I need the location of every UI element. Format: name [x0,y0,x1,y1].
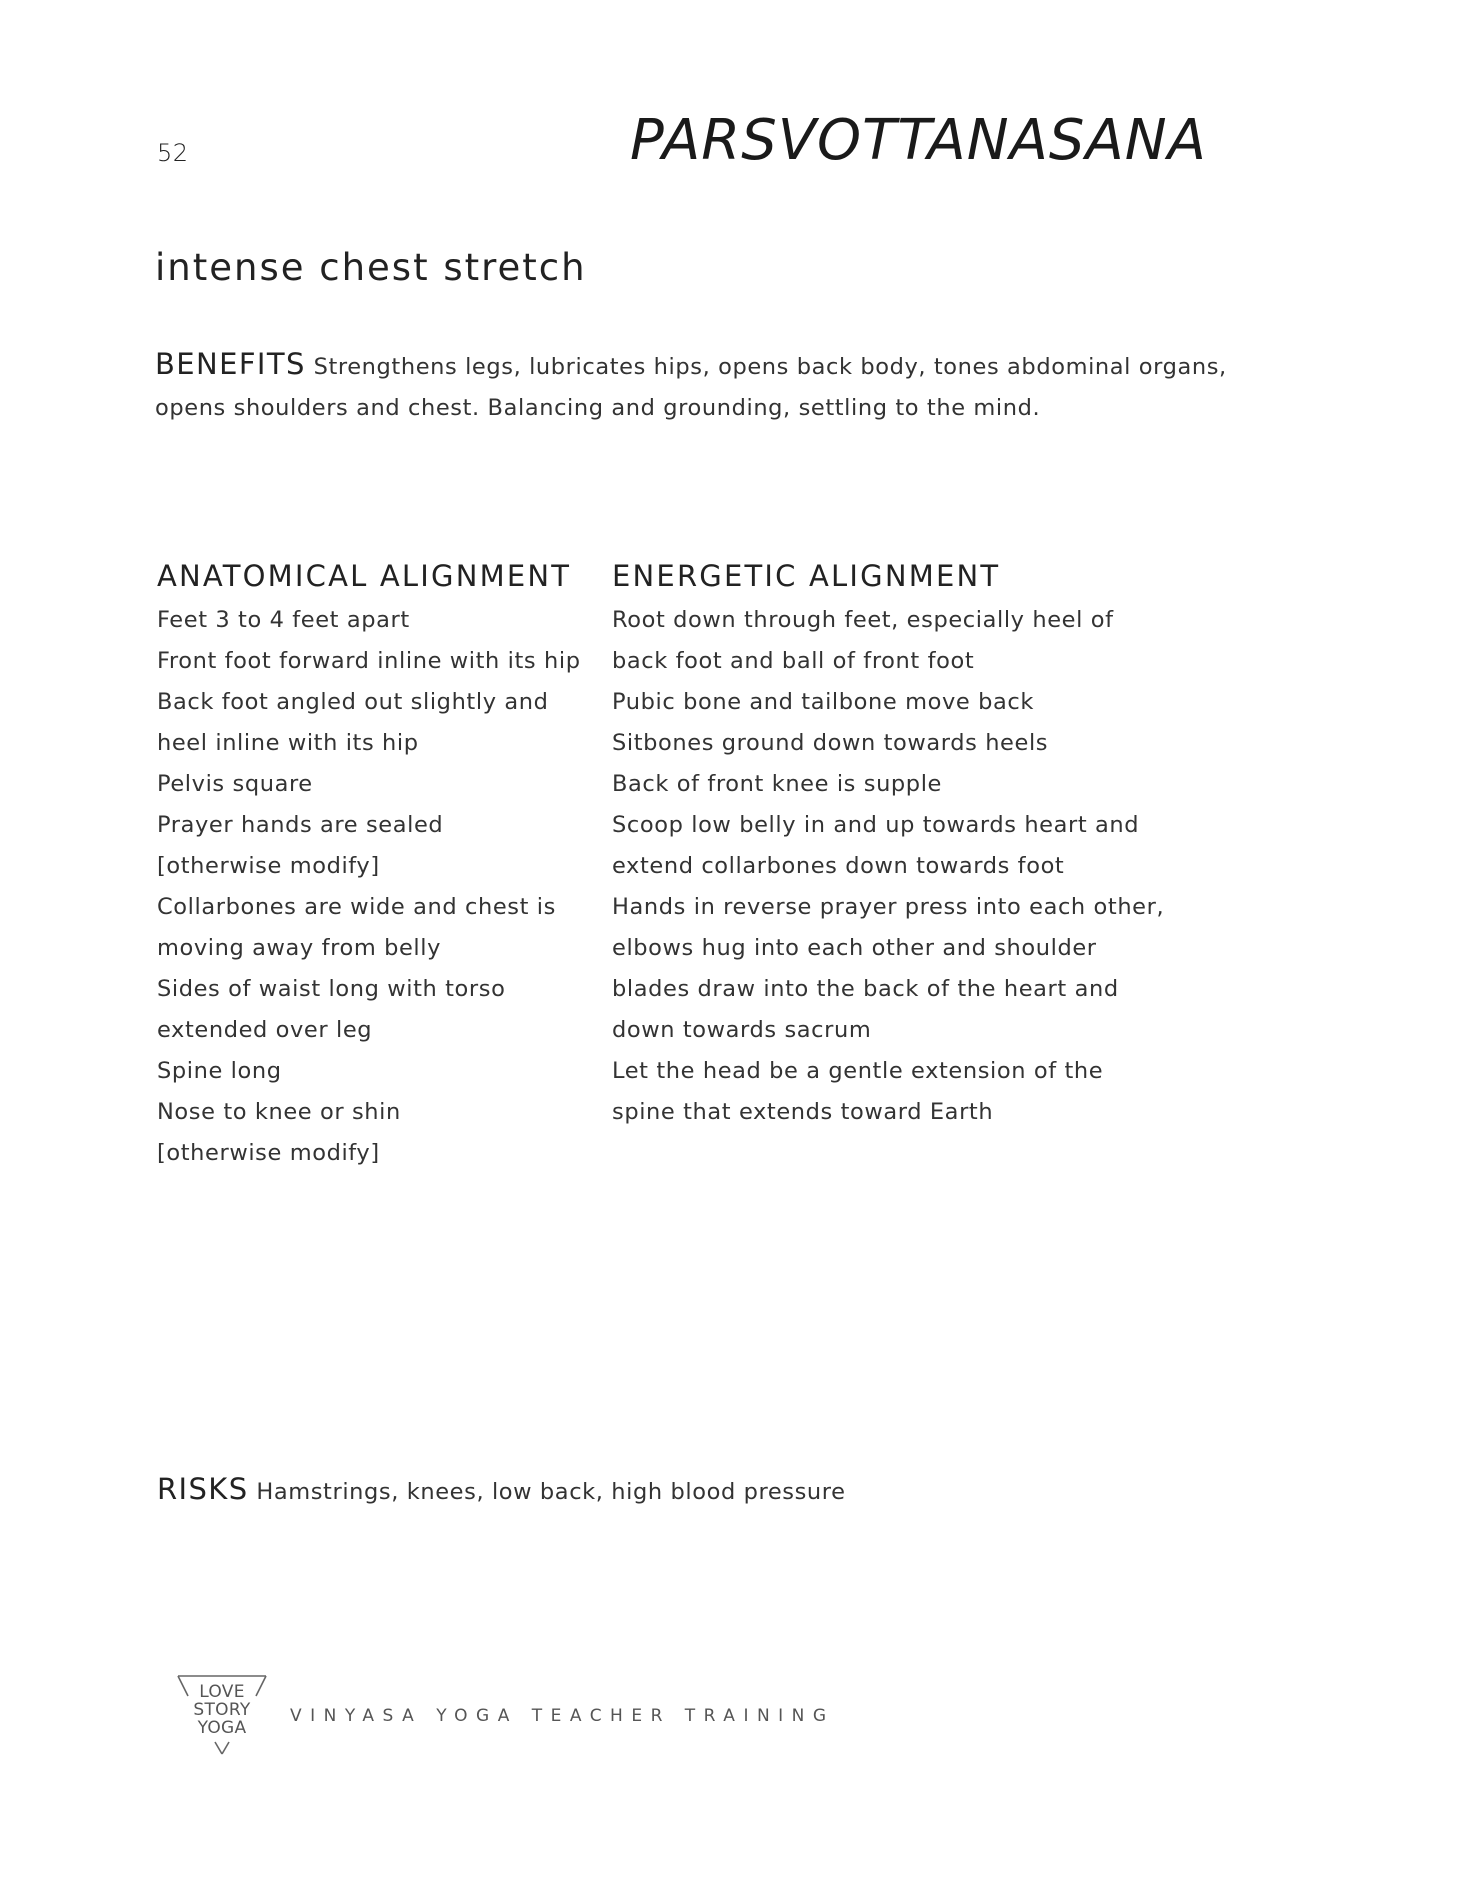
list-item: Back foot angled out slightly and [157,689,549,715]
list-item: Pubic bone and tailbone move back [612,689,1034,715]
benefits-text-2: opens shoulders and chest. Balancing and grounding, settling to the mind. [155,395,1041,421]
list-item: blades draw into the back of the heart and [612,976,1119,1002]
benefits-section [155,344,1227,429]
page-number: 52 [157,139,189,167]
benefits-text-1: Strengthens legs, lubricates hips, opens back body, tones abdominal organs, [313,354,1227,380]
list-item: extended over leg [157,1017,373,1043]
energetic-alignment-column [612,556,1164,1133]
list-item: Collarbones are wide and chest is [157,894,556,920]
list-item: back foot and ball of front foot [612,648,975,674]
list-item: elbows hug into each other and shoulder [612,935,1097,961]
logo-text-story: STORY [193,1700,251,1720]
list-item: Back of front knee is supple [612,771,942,797]
list-item: heel inline with its hip [157,730,419,756]
list-item: Pelvis square [157,771,313,797]
anatomical-alignment-heading: ANATOMICAL ALIGNMENT [157,559,572,593]
list-item: down towards sacrum [612,1017,872,1043]
benefits-line-1 [155,344,1227,388]
list-item: Hands in reverse prayer press into each other, [612,894,1165,920]
list-item: [otherwise modify] [157,853,380,879]
pose-subtitle: intense chest stretch [155,246,587,289]
page-title: PARSVOTTANASANA [630,108,1207,173]
logo-text-love: LOVE [199,1682,245,1702]
list-item: [otherwise modify] [157,1140,380,1166]
list-item: Sides of waist long with torso [157,976,506,1002]
energetic-alignment-list [612,600,1164,1133]
energetic-alignment-heading: ENERGETIC ALIGNMENT [612,559,1001,593]
list-item: Scoop low belly in and up towards heart and [612,812,1140,838]
list-item: Spine long [157,1058,282,1084]
list-item: Sitbones ground down towards heels [612,730,1049,756]
list-item: Prayer hands are sealed [157,812,444,838]
love-story-yoga-logo [176,1674,268,1756]
list-item: Front foot forward inline with its hip [157,648,581,674]
list-item: Nose to knee or shin [157,1099,401,1125]
logo-text-yoga: YOGA [197,1718,247,1738]
list-item: Root down through feet, especially heel of [612,607,1114,633]
anatomical-alignment-column [157,556,581,1174]
list-item: moving away from belly [157,935,442,961]
risks-label: RISKS [157,1472,249,1506]
footer-tagline: VINYASA YOGA TEACHER TRAINING [290,1706,835,1726]
list-item: Let the head be a gentle extension of the [612,1058,1104,1084]
list-item: spine that extends toward Earth [612,1099,994,1125]
risks-text: Hamstrings, knees, low back, high blood pressure [256,1479,846,1505]
risks-section [157,1472,846,1506]
list-item: extend collarbones down towards foot [612,853,1065,879]
list-item: Feet 3 to 4 feet apart [157,607,410,633]
benefits-label: BENEFITS [155,347,306,381]
anatomical-alignment-list [157,600,581,1174]
